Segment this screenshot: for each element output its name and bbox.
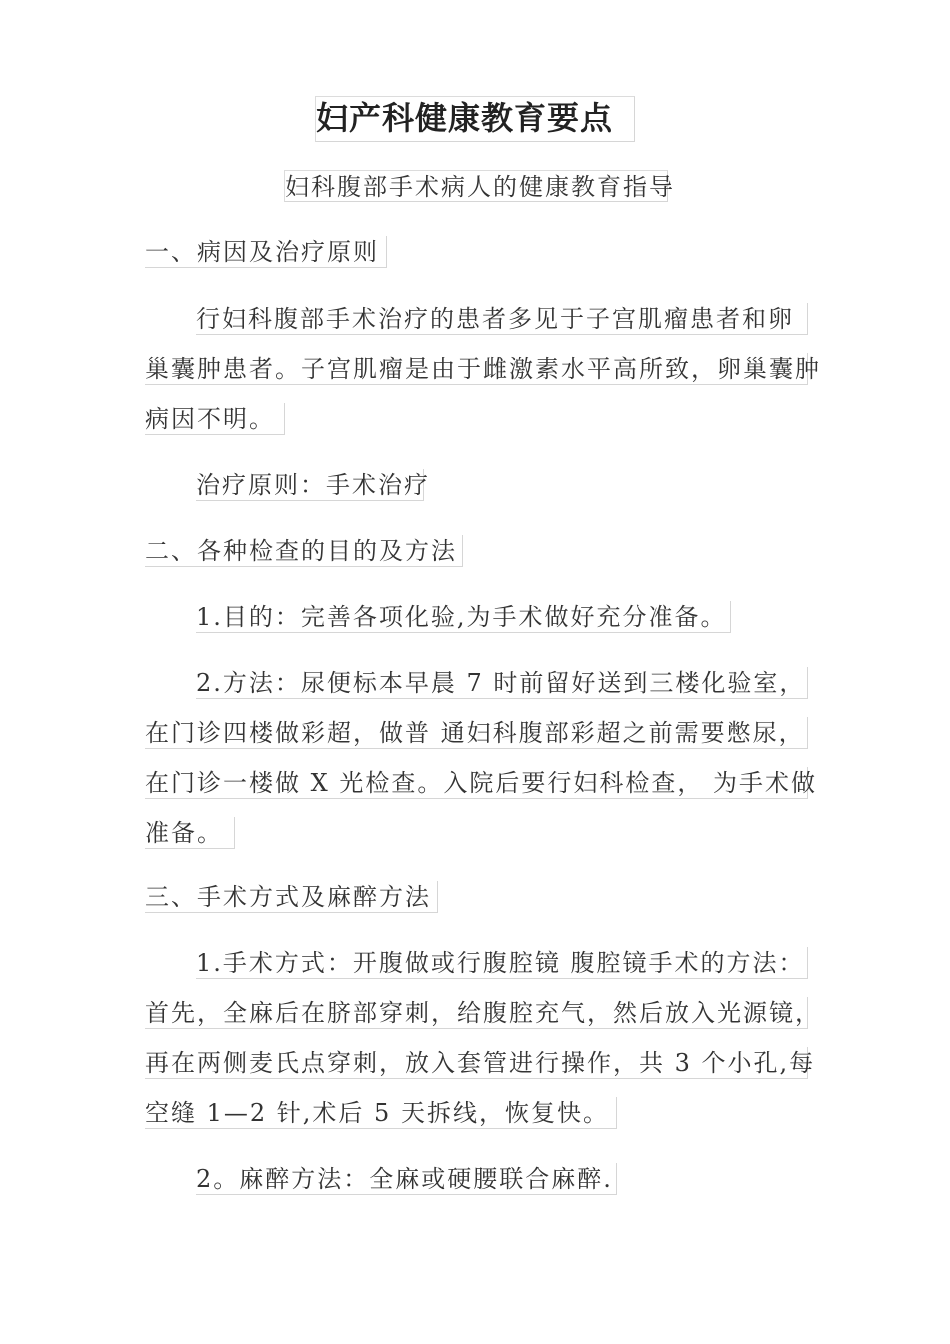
paragraph-line: 2.方法：尿便标本早晨 7 时前留好送到三楼化验室， — [196, 667, 808, 699]
paragraph-line: 首先，全麻后在脐部穿刺，给腹腔充气，然后放入光源镜， — [145, 999, 821, 1027]
page-subtitle: 妇科腹部手术病人的健康教育指导 — [284, 170, 668, 202]
paragraph-line: 再在两侧麦氏点穿刺，放入套管进行操作，共 3 个小孔,每 — [145, 1049, 816, 1077]
paragraph-line: 治疗原则：手术治疗 — [196, 471, 430, 499]
paragraph-line: 1.手术方式：开腹做或行腹腔镜 腹腔镜手术的方法： — [196, 947, 808, 979]
section-heading-3: 三、手术方式及麻醉方法 — [145, 881, 438, 913]
paragraph-line: 在门诊四楼做彩超，做普 通妇科腹部彩超之前需要憋尿， — [145, 717, 808, 749]
paragraph-line: 巢囊肿患者。子宫肌瘤是由于雌激素水平高所致，卵巢囊肿 — [145, 355, 821, 383]
paragraph-line: 空缝 1—2 针,术后 5 天拆线，恢复快。 — [145, 1097, 617, 1129]
section-heading-2: 二、各种检查的目的及方法 — [145, 535, 463, 567]
paragraph-line: 在门诊一楼做 X 光检查。入院后要行妇科检查， 为手术做 — [145, 769, 817, 797]
paragraph-line: 2。麻醉方法：全麻或硬腰联合麻醉. — [196, 1163, 617, 1195]
paragraph-line: 1.目的：完善各项化验,为手术做好充分准备。 — [196, 601, 731, 633]
page-title: 妇产科健康教育要点 — [315, 96, 635, 142]
paragraph-line: 病因不明。 — [145, 403, 285, 435]
paragraph-line: 行妇科腹部手术治疗的患者多见于子宫肌瘤患者和卵 — [196, 303, 808, 335]
paragraph-line: 准备。 — [145, 817, 235, 849]
section-heading-1: 一、病因及治疗原则 — [145, 236, 387, 268]
